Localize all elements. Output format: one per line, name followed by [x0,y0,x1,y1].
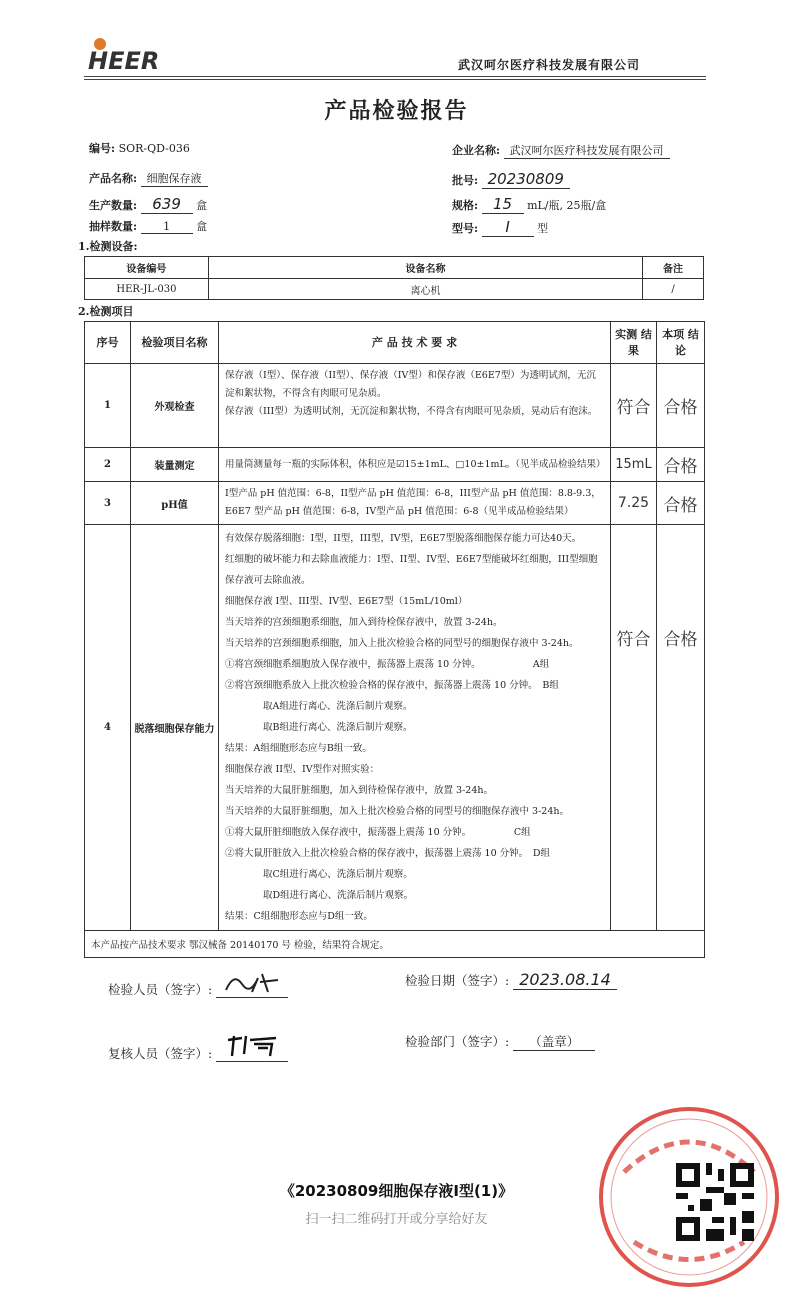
model-label: 型号: [452,222,479,235]
item-requirement [219,525,611,931]
quantity-label: 生产数量: [89,199,138,212]
code-field [89,140,190,156]
req-line: ②将大鼠肝脏放入上批次检验合格的保存液中，振荡器上震荡 10 分钟。 D组 [225,848,550,859]
equipment-header-name: 设备名称 [208,257,642,279]
inspection-date [405,970,617,990]
req-line: 保存液（III型）为透明试剂，无沉淀和絮状物，不得含有肉眼可见杂质，晃动后有泡沫。 [225,406,598,417]
table-row [85,364,705,448]
item-conclusion: 合格 [657,482,705,525]
sample-label: 抽样数量: [89,220,138,233]
reviewer-label: 复核人员（签字）: [108,1046,213,1061]
req-line: 取A组进行离心、洗涤后制片观察。 [225,701,413,712]
item-name: pH值 [131,482,219,525]
code-label: 编号: [89,142,116,155]
section2-title: 2.检测项目 [78,305,134,318]
inspector-signature-mark [216,970,288,998]
dept-label: 检验部门（签字）: [405,1034,510,1049]
batch-value: 20230809 [482,170,570,189]
req-line: 有效保存脱落细胞：I型，II型，III型，IV型，E6E7型脱落细胞保存能力可达40天。 [225,533,582,544]
req-line: 当天培养的宫颈细胞系细胞，加入上批次检验合格的同型号的细胞保存液中 3-24h。 [225,638,579,649]
test-items-table [84,321,705,958]
share-subtitle: 扫一扫二维码打开或分享给好友 [305,1212,488,1227]
req-line: 取C组进行离心、洗涤后制片观察。 [225,869,413,880]
table-row [85,279,704,300]
equipment-header-id: 设备编号 [85,257,209,279]
req-line: 当天培养的大鼠肝脏细胞，加入到待检保存液中，放置 3-24h。 [225,785,493,796]
reviewer-signature-mark [216,1032,288,1062]
company-field [452,142,670,159]
equipment-header-row [85,257,704,279]
req-line: 结果：C组细胞形态应与D组一致。 [225,911,373,922]
req-line: 当天培养的宫颈细胞系细胞，加入到待检保存液中，放置 3-24h。 [225,617,503,628]
header-item-name: 检验项目名称 [131,322,219,364]
date-label: 检验日期（签字）: [405,973,510,988]
req-line: 用量筒测量每一瓶的实际体积，体积应是☑15±1mL、□10±1mL。（见半成品检验结果） [225,458,606,470]
equipment-table [84,256,704,300]
sample-unit: 盒 [196,220,208,233]
item-conclusion: 合格 [657,364,705,448]
table-row [85,482,705,525]
inspector-signature [108,970,288,998]
item-no: 3 [85,482,131,525]
item-result: 符合 [611,364,657,448]
inspector-label: 检验人员（签字）: [108,982,213,997]
item-requirement [219,448,611,482]
item-result: 7.25 [611,482,657,525]
req-line: 结果：A组细胞形态应与B组一致。 [225,743,372,754]
spec-unit: mL/瓶, 25瓶/盒 [527,199,607,212]
item-conclusion: 合格 [657,448,705,482]
spec-field [452,195,606,214]
qr-code[interactable] [676,1163,754,1241]
table-row [85,525,705,931]
header-result: 实测 结果 [611,322,657,364]
heer-logo [84,36,194,76]
share-title: 《20230809细胞保存液I型(1)》 [279,1182,514,1200]
quantity-value: 639 [141,195,193,214]
equipment-header-note: 备注 [643,257,704,279]
model-value: I [482,218,534,237]
equipment-name: 离心机 [208,279,642,300]
inspection-department [405,1032,595,1051]
item-conclusion: 合格 [657,525,705,931]
section1-title: 1.检测设备: [78,240,138,253]
item-result: 15mL [611,448,657,482]
item-requirement [219,364,611,448]
batch-field [452,170,570,189]
header-company: 武汉呵尔医疗科技发展有限公司 [458,58,641,72]
equipment-id: HER-JL-030 [85,279,209,300]
item-result: 符合 [611,525,657,931]
equipment-note: / [643,279,704,300]
spec-label: 规格: [452,199,479,212]
req-line: 取D组进行离心、洗涤后制片观察。 [225,890,414,901]
model-unit: 型 [537,222,549,235]
logo-text: HEER [88,47,160,75]
header-no: 序号 [85,322,131,364]
req-line: 红细胞的破坏能力和去除血液能力：I型、II型、IV型、E6E7型能破坏红细胞，III型细胞保存液可去除血液。 [225,554,598,586]
compliance-note: 本产品按产品技术要求 鄂汉械备 20140170 号 检验，结果符合规定。 [85,931,705,958]
note-row [85,931,705,958]
req-line: E6E7 型产品 pH 值范围：6-8，IV型产品 pH 值范围：6-8（见半成品检验结果） [225,506,574,517]
item-name: 脱落细胞保存能力 [131,525,219,931]
product-field [89,170,208,187]
spec-value: 15 [482,195,524,214]
req-line: ①将大鼠肝脏细胞放入保存液中，振荡器上震荡 10 分钟。 C组 [225,827,531,838]
page-title: 产品检验报告 [324,98,469,124]
item-name: 装量测定 [131,448,219,482]
req-line: 取B组进行离心、洗涤后制片观察。 [225,722,413,733]
table-row [85,448,705,482]
code-value: SOR-QD-036 [118,142,190,155]
model-field [452,218,548,237]
items-header-row [85,322,705,364]
batch-label: 批号: [452,174,479,187]
company-label: 企业名称: [452,144,501,157]
product-value: 细胞保存液 [141,170,208,187]
product-label: 产品名称: [89,172,138,185]
reviewer-signature [108,1032,288,1062]
req-line: 保存液（I型）、保存液（II型）、保存液（IV型）和保存液（E6E7型）为透明试剂，无沉淀和絮状物，不得含有肉眼可见杂质。 [225,370,596,399]
req-line: 细胞保存液 I型、III型、IV型、E6E7型（15mL/10ml） [225,596,468,607]
header-requirement: 产 品 技 术 要 求 [219,322,611,364]
header-rule-top [84,76,706,77]
item-no: 1 [85,364,131,448]
quantity-unit: 盒 [196,199,208,212]
date-value: 2023.08.14 [513,970,617,990]
item-no: 4 [85,525,131,931]
req-line: ①将宫颈细胞系细胞放入保存液中，振荡器上震荡 10 分钟。 A组 [225,659,550,670]
header-rule-bottom [84,79,706,80]
sample-field [89,218,207,234]
dept-value: （盖章） [513,1032,595,1051]
req-line: 细胞保存液 II型、IV型作对照实验： [225,764,380,775]
item-requirement [219,482,611,525]
item-name: 外观检查 [131,364,219,448]
sample-value: 1 [141,220,193,234]
req-line: ②将宫颈细胞系放入上批次检验合格的保存液中，振荡器上震荡 10 分钟。 B组 [225,680,559,691]
req-line: 当天培养的大鼠肝脏细胞，加入上批次检验合格的同型号的细胞保存液中 3-24h。 [225,806,569,817]
quantity-field [89,195,207,214]
header-conclusion: 本项 结论 [657,322,705,364]
item-no: 2 [85,448,131,482]
req-line: I型产品 pH 值范围：6-8，II型产品 pH 值范围：6-8，III型产品 pH 值范围：8.8-9.3， [225,488,601,499]
company-value: 武汉呵尔医疗科技发展有限公司 [504,142,670,159]
